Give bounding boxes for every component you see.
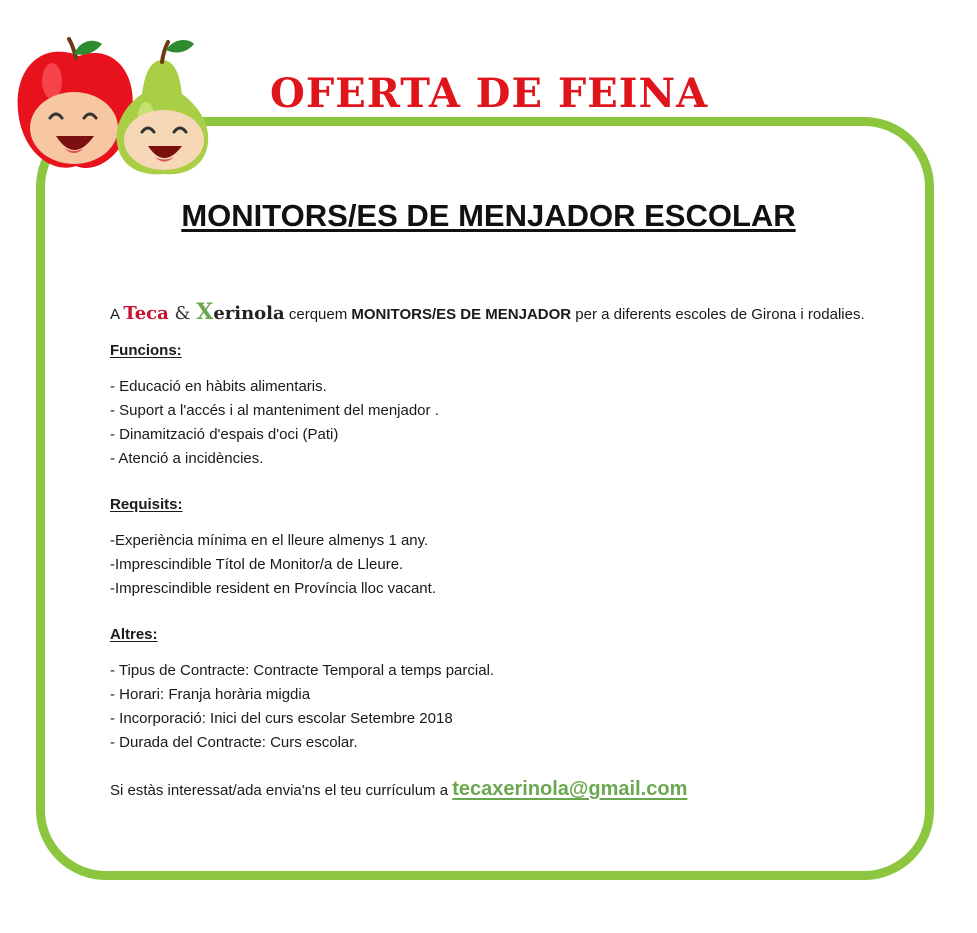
list-item: - Durada del Contracte: Curs escolar.	[110, 734, 358, 751]
list-item: -Experiència mínima en el lleure almenys 1 any.	[110, 532, 429, 549]
list-item: - Educació en hàbits alimentaris.	[110, 378, 327, 395]
list-item: - Incorporació: Inici del curs escolar Setembre 2018	[110, 710, 453, 727]
brand-erinola: erinola	[213, 303, 285, 324]
footer-text: Si estàs interessat/ada envia'ns el teu currículum a	[110, 782, 453, 799]
page-title: MONITORS/ES DE MENJADOR ESCOLAR	[181, 198, 796, 233]
list-item: - Dinamització d'espais d'oci (Pati)	[110, 426, 339, 443]
requisits-heading: Requisits:	[110, 496, 183, 513]
footer-contact	[110, 777, 890, 803]
pear-icon	[116, 40, 208, 174]
apple-icon	[18, 39, 133, 168]
brand-teca: Teca	[123, 303, 169, 324]
altres-heading: Altres:	[110, 626, 158, 643]
brand-ampersand: &	[168, 303, 197, 324]
intro-paragraph	[110, 300, 890, 327]
job-offer-body	[110, 300, 890, 803]
header-title: OFERTA DE FEINA	[270, 70, 709, 117]
list-item: - Suport a l'accés i al manteniment del menjador .	[110, 402, 439, 419]
intro-suffix: per a diferents escoles de Girona i rodalies.	[571, 306, 865, 323]
apple-pear-logo-icon	[14, 36, 214, 181]
email-link[interactable]: tecaxerinola@gmail.com	[452, 778, 688, 800]
list-item: - Atenció a incidències.	[110, 450, 264, 467]
intro-prefix: A	[110, 306, 124, 323]
list-item: - Tipus de Contracte: Contracte Temporal a temps parcial.	[110, 662, 495, 679]
list-item: - Horari: Franja horària migdia	[110, 686, 311, 703]
list-item: -Imprescindible resident en Província lloc vacant.	[110, 580, 436, 597]
intro-role: MONITORS/ES DE MENJADOR	[351, 306, 572, 323]
list-item: -Imprescindible Títol de Monitor/a de Lleure.	[110, 556, 404, 573]
funcions-heading: Funcions:	[110, 342, 182, 359]
brand-x: X	[196, 299, 214, 325]
intro-middle: cerquem	[284, 306, 352, 323]
